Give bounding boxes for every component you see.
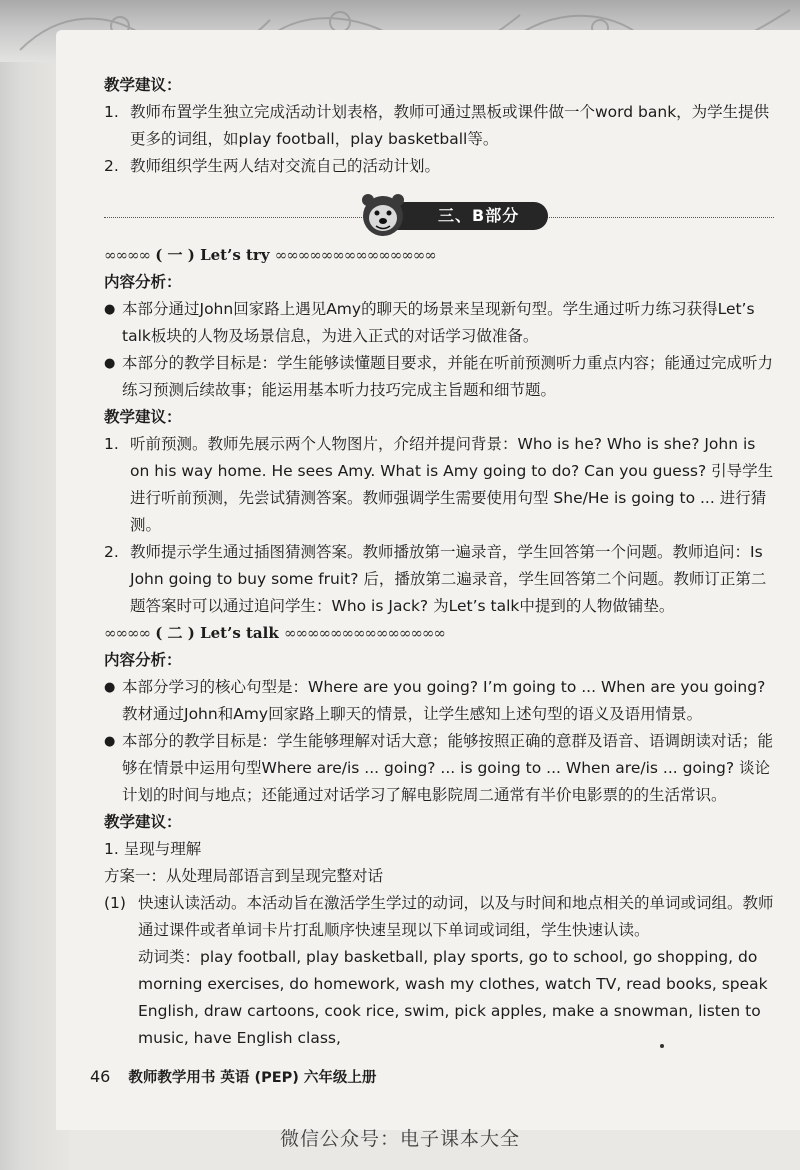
item-number: 1. bbox=[104, 435, 119, 453]
wave-ornament: ∞∞∞∞ bbox=[104, 624, 150, 642]
step-item bbox=[104, 890, 774, 944]
block1-item bbox=[104, 153, 774, 180]
step-number: (1) bbox=[104, 894, 126, 912]
item-text: 教师组织学生两人结对交流自己的活动计划。 bbox=[130, 157, 441, 175]
part2-suggest-heading: 教学建议： bbox=[104, 813, 182, 831]
block1-heading: 教学建议： bbox=[104, 76, 182, 94]
bullet-item bbox=[104, 350, 774, 404]
part1-suggest-item bbox=[104, 431, 774, 539]
part1-suggest-item bbox=[104, 539, 774, 620]
part1-analysis-heading: 内容分析： bbox=[104, 273, 182, 291]
bullet-icon: ● bbox=[104, 302, 116, 317]
section-badge bbox=[356, 198, 548, 234]
block1-item bbox=[104, 99, 774, 153]
bullet-text: 本部分通过John回家路上遇见Amy的聊天的场景来呈现新句型。学生通过听力练习获得Let’s talk板块的人物及场景信息，为进入正式的对话学习做准备。 bbox=[122, 300, 755, 345]
page-footer bbox=[90, 1066, 690, 1087]
part2-analysis-heading: 内容分析： bbox=[104, 651, 182, 669]
part1-suggest-heading: 教学建议： bbox=[104, 408, 182, 426]
part2-title-text: ( 二 ) Let’s talk bbox=[155, 624, 279, 642]
part1-title bbox=[104, 242, 774, 269]
part2-title bbox=[104, 620, 774, 647]
item-text: 教师布置学生独立完成活动计划表格，教师可通过黑板或课件做一个word bank，为学生提供更多的词组，如play football，play basketball等。 bbox=[130, 103, 770, 148]
bullet-icon: ● bbox=[104, 734, 116, 749]
plan-heading: 方案一：从处理局部语言到呈现完整对话 bbox=[104, 867, 384, 885]
part1-title-text: ( 一 ) Let’s try bbox=[155, 246, 270, 264]
bullet-item bbox=[104, 728, 774, 809]
bullet-text: 本部分的教学目标是：学生能够读懂题目要求，并能在听前预测听力重点内容；能通过完成听力练习预测后续故事；能运用基本听力技巧完成主旨题和细节题。 bbox=[122, 354, 774, 399]
watermark-text: 微信公众号：电子课本大全 bbox=[279, 1128, 520, 1150]
bullet-item bbox=[104, 296, 774, 350]
bullet-text: 本部分学习的核心句型是：Where are you going? I’m going to ... When are you going? 教材通过John和Amy回家路上聊天的情景，让学生感知上述句型的语义及语用情景。 bbox=[122, 678, 766, 723]
wave-ornament: ∞∞∞∞ bbox=[104, 246, 150, 264]
section-divider bbox=[104, 184, 774, 242]
page-content bbox=[104, 72, 774, 1052]
bear-mascot-icon bbox=[356, 192, 414, 238]
bullet-icon: ● bbox=[104, 356, 116, 371]
item-text: 教师提示学生通过插图猜测答案。教师播放第一遍录音，学生回答第一个问题。教师追问：Is John going to buy some fruit? 后，播放第二遍录音，学生回答第二个问题。教师订正第二题答案时可以通过追问学生：Who is Jack? 为Let’s talk中提到的人物做铺垫。 bbox=[130, 543, 767, 615]
verb-list: 动词类：play football, play basketball, play sports, go to school, go shopping, do morning exercises, do homework, wash my clothes, watch TV, read books, speak English, draw cartoons, cook rice, swim, pick apples, make a snowman, listen to music, have English class, bbox=[138, 948, 768, 1047]
wave-ornament: ∞∞∞∞∞∞∞∞∞∞∞∞∞∞ bbox=[274, 246, 436, 264]
bullet-text: 本部分的教学目标是：学生能够理解对话大意；能够按照正确的意群及语音、语调朗读对话；能够在情景中运用句型Where are/is ... going? ... is going to ... When are/is ... going? 谈论计划的时间与地点；还能通过对话学习了解电影院周二通常有半价电影票的的生活常识。 bbox=[122, 732, 774, 804]
step-text: 快速认读活动。本活动旨在激活学生学过的动词，以及与时间和地点相关的单词或词组。教师通过课件或者单词卡片打乱顺序快速呈现以下单词或词组，学生快速认读。 bbox=[138, 894, 774, 939]
item-text: 听前预测。教师先展示两个人物图片，介绍并提问背景：Who is he? Who is she? John is on his way home. He sees Amy. What is Amy going to do? Can you guess? 引导学生进行听前预测，先尝试猜测答案。教师强调学生需要使用句型 She/He is going to ... 进行猜测。 bbox=[130, 435, 774, 534]
item-number: 2. bbox=[104, 157, 119, 175]
sub-heading: 1. 呈现与理解 bbox=[104, 840, 202, 858]
page-number: 46 bbox=[90, 1067, 111, 1086]
wave-ornament: ∞∞∞∞∞∞∞∞∞∞∞∞∞∞ bbox=[283, 624, 445, 642]
ink-dot bbox=[660, 1044, 664, 1048]
item-number: 1. bbox=[104, 103, 119, 121]
bullet-icon: ● bbox=[104, 680, 116, 695]
bullet-item bbox=[104, 674, 774, 728]
section-title: 三、B部分 bbox=[374, 202, 548, 230]
item-number: 2. bbox=[104, 543, 119, 561]
book-title: 教师教学用书 英语 (PEP) 六年级上册 bbox=[128, 1070, 377, 1086]
